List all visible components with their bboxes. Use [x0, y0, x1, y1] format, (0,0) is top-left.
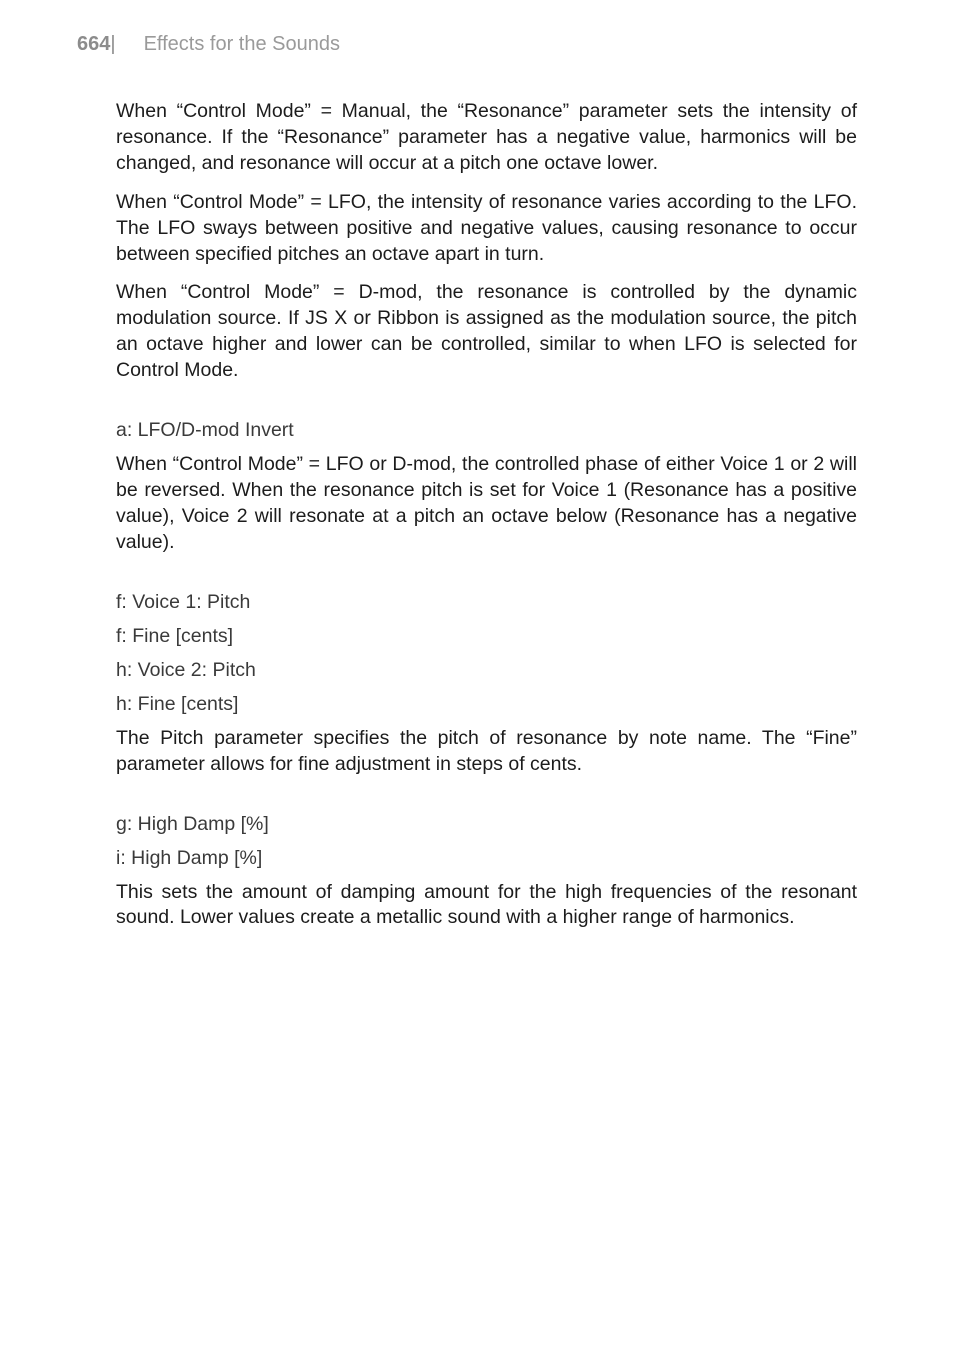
- heading-high-damp-g: g: High Damp [%]: [116, 812, 269, 835]
- heading-lfo-dmod-invert: a: LFO/D-mod Invert: [116, 419, 294, 442]
- paragraph-lfo-dmod-invert: When “Control Mode” = LFO or D-mod, the controlled phase of either Voice 1 or 2 will be reversed. When the resonance pitch is set for Voice 1 (Resonance has a positive value), Voice 2 will resonate at a pitch an octave below (Resonance has a negative value).: [116, 453, 857, 553]
- heading-voice2-fine: h: Fine [cents]: [116, 692, 239, 715]
- header-separator: |: [110, 33, 116, 55]
- paragraph-pitch: The Pitch parameter specifies the pitch of resonance by note name. The “Fine” parameter allows for fine adjustment in steps of cents.: [116, 726, 857, 775]
- heading-voice1-fine: f: Fine [cents]: [116, 624, 234, 647]
- page-number: 664: [77, 33, 111, 55]
- heading-high-damp-i: i: High Damp [%]: [116, 846, 263, 869]
- paragraph-control-mode-dmod: When “Control Mode” = D-mod, the resonance is controlled by the dynamic modulation source. If JS X or Ribbon is assigned as the modulation source, the pitch an octave higher and lower can be controlled, similar to when LFO is selected for Control Mode.: [116, 281, 857, 382]
- page-body: [116, 99, 857, 944]
- paragraph-control-mode-manual: When “Control Mode” = Manual, the “Resonance” parameter sets the intensity of resonance. If the “Resonance” parameter has a negative value, harmonics will be changed, and resonance will occur at a pitch one octave lower.: [116, 100, 857, 174]
- paragraph-high-damp: This sets the amount of damping amount for the high frequencies of the resonant sound. Lower values create a metallic sound with a higher range of harmonics.: [116, 880, 857, 929]
- paragraph-control-mode-lfo: When “Control Mode” = LFO, the intensity of resonance varies according to the LFO. The LFO sways between positive and negative values, causing resonance to occur between specified pitches an octave apart in turn.: [116, 190, 857, 265]
- heading-voice1-pitch: f: Voice 1: Pitch: [116, 590, 251, 613]
- section-title: Effects for the Sounds: [143, 33, 340, 55]
- heading-voice2-pitch: h: Voice 2: Pitch: [116, 658, 256, 681]
- running-head: [77, 33, 340, 56]
